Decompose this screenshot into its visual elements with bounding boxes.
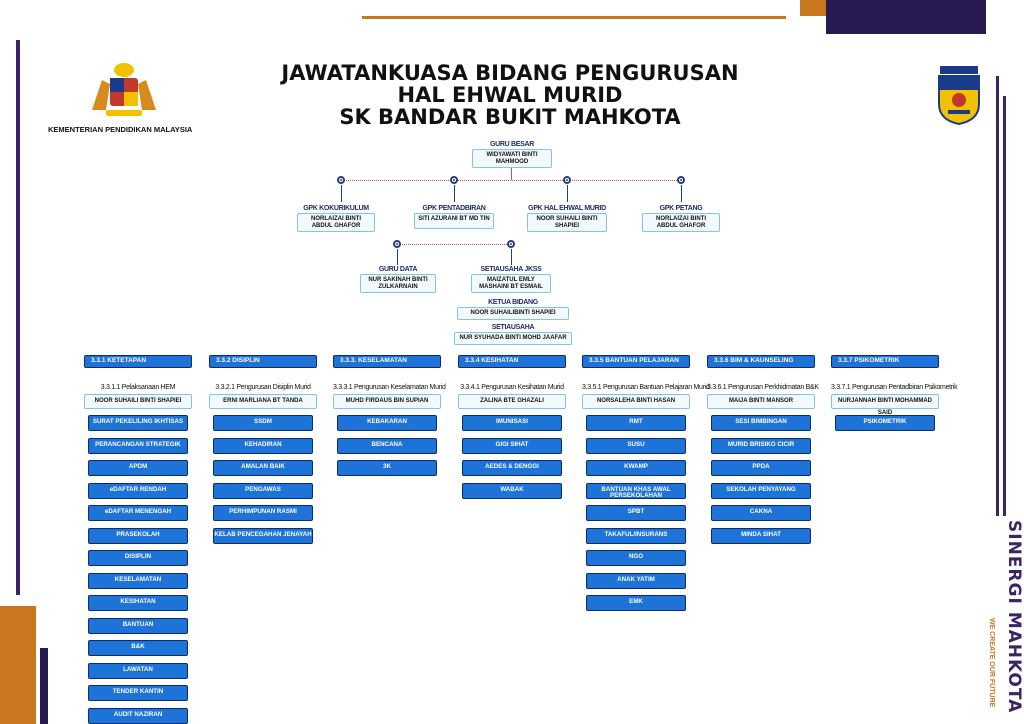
committee-column: [831, 355, 958, 438]
column-item: SESI BIMBINGAN: [711, 415, 811, 431]
person-name: WIDYAWATI BINTI MAHMOOD: [472, 149, 552, 168]
column-item: APDM: [88, 460, 188, 476]
column-item: eDAFTAR MENENGAH: [88, 505, 188, 521]
column-item: MINDA SIHAT: [711, 528, 811, 544]
column-item-list: [84, 415, 192, 724]
committee-column: [458, 355, 566, 505]
column-item: AEDES & DENGGI: [462, 460, 562, 476]
column-item: PERANCANGAN STRATEGIK: [88, 438, 188, 454]
column-item-list: [707, 415, 815, 544]
column-item: EMK: [586, 595, 686, 611]
column-header: 3.3.5 BANTUAN PELAJARAN: [582, 355, 690, 368]
role-label: GPK PENTADBIRAN: [414, 204, 494, 213]
column-item: SPBT: [586, 505, 686, 521]
column-item: TAKAFUL/INSURANS: [586, 528, 686, 544]
role-label: GPK PETANG: [642, 204, 720, 213]
right-accent-line: [996, 76, 999, 516]
person-name: NORLAIZAI BINTI ABDUL GHAFOR: [642, 213, 720, 232]
role-label: GPK KOKURIKULUM: [297, 204, 375, 213]
column-item: eDAFTAR RENDAH: [88, 483, 188, 499]
column-item: PENGAWAS: [213, 483, 313, 499]
column-subtitle: 3.3.2.1 Pengurusan Disiplin Murid: [215, 384, 311, 391]
column-item: BANTUAN: [88, 618, 188, 634]
connector-dot: [393, 240, 401, 248]
role-label: KETUA BIDANG: [457, 298, 569, 307]
title-line-1: JAWATANKUASA BIDANG PENGURUSAN: [281, 61, 739, 85]
role-label: GURU DATA: [360, 265, 436, 274]
column-item: PSIKOMETRIK: [835, 415, 935, 431]
committee-column: [707, 355, 819, 550]
column-subtitle: 3.3.1.1 Pelaksanaan HEM: [100, 384, 176, 391]
column-lead-name: ZALINA BTE GHAZALI: [458, 394, 566, 409]
column-item: ANAK YATIM: [586, 573, 686, 589]
role-label: SETIAUSAHA: [454, 323, 572, 332]
column-item: GIGI SIHAT: [462, 438, 562, 454]
person-name: NORLAIZAI BINTI ABDUL GHAFOR: [297, 213, 375, 232]
setiausaha-jkss-box: [471, 265, 551, 293]
column-lead-name: NURJANNAH BINTI MOHAMMAD SAID: [831, 394, 939, 409]
slogan-sub: WE CREATE OUR FUTURE: [988, 618, 995, 708]
top-purple-block: [826, 0, 986, 34]
column-item: NGO: [586, 550, 686, 566]
left-accent-line: [16, 40, 20, 595]
connector-line: [397, 249, 398, 265]
column-item: BANTUAN KHAS AWAL PERSEKOLAHAN: [586, 483, 686, 499]
column-item: KWAMP: [586, 460, 686, 476]
title-line-2: HAL EHWAL MURID: [397, 83, 623, 107]
column-item: TENDER KANTIN: [88, 685, 188, 701]
column-item: KESIHATAN: [88, 595, 188, 611]
column-item: PRASEKOLAH: [88, 528, 188, 544]
column-item: RMT: [586, 415, 686, 431]
title-line-3: SK BANDAR BUKIT MAHKOTA: [339, 105, 681, 129]
column-item: KESELAMATAN: [88, 573, 188, 589]
person-name: NUR SAKINAH BINTI ZULKARNAIN: [360, 274, 436, 293]
guru-besar-box: [472, 140, 552, 168]
committee-column: [84, 355, 192, 724]
person-name: NOOR SUHAILIBINTI SHAPIEI: [457, 307, 569, 320]
column-subtitle: 3.3.4.1 Pengurusan Kesihatan Murid: [460, 384, 564, 391]
connector-second-line: [397, 244, 511, 245]
role-label: GURU BESAR: [472, 140, 552, 149]
connector-dot: [337, 176, 345, 184]
gpk-hal-ehwal-murid-box: [527, 204, 607, 232]
school-logo: [936, 64, 982, 126]
bottom-orange-block: [0, 606, 36, 724]
connector-line: [454, 185, 455, 202]
column-header: 3.3.1 KETETAPAN: [84, 355, 192, 368]
role-label: SETIAUSAHA JKSS: [471, 265, 551, 274]
column-item: KEBAKARAN: [337, 415, 437, 431]
column-item-list: [209, 415, 317, 544]
column-lead-name: MUHD FIRDAUS BIN SUPIAN: [333, 394, 441, 409]
gpk-petang-box: [642, 204, 720, 232]
person-name: SITI AZURANI BT MD TIN: [414, 213, 494, 229]
column-item: WABAK: [462, 483, 562, 499]
person-name: NOOR SUHAILI BINTI SHAPIEI: [527, 213, 607, 232]
top-accent-line: [362, 16, 786, 19]
column-item: PERHIMPUNAN RASMI: [213, 505, 313, 521]
column-item-list: [458, 415, 566, 499]
column-item: AUDIT NAZIRAN: [88, 708, 188, 724]
right-accent-line-2: [1003, 96, 1006, 516]
slogan-main: SINERGI MAHKOTA: [1004, 520, 1024, 714]
malaysia-crest-logo: [84, 62, 164, 122]
column-item: AMALAN BAIK: [213, 460, 313, 476]
column-header: 3.3.3. KESELAMATAN: [333, 355, 441, 368]
column-item: B&K: [88, 640, 188, 656]
column-item: SUSU: [586, 438, 686, 454]
connector-dot: [677, 176, 685, 184]
column-item-list: [333, 415, 441, 476]
column-header: 3.3.2 DISIPLIN: [209, 355, 317, 368]
column-item: MURID BRISIKO CICIR: [711, 438, 811, 454]
column-header: 3.3.7 PSIKOMETRIK: [831, 355, 939, 368]
column-lead-name: ERNI MARLIANA BT TANDA: [209, 394, 317, 409]
bottom-purple-block: [40, 648, 48, 724]
column-lead-name: MAIJA BINTI MANSOR: [707, 394, 815, 409]
connector-line: [511, 249, 512, 265]
column-lead-name: NOOR SUHAILI BINTI SHAPIEI: [84, 394, 192, 409]
column-item: BENCANA: [337, 438, 437, 454]
person-name: MAIZATUL EMLY MASHAINI BT ESMAIL: [471, 274, 551, 293]
connector-line: [681, 185, 682, 202]
column-item: SURAT PEKELILING IKHTISAS: [88, 415, 188, 431]
column-subtitle: 3.3.3.1 Pengurusan Keselamatan Murid: [333, 384, 446, 391]
column-item: KEHADIRAN: [213, 438, 313, 454]
connector-line: [341, 185, 342, 202]
column-item-list: [831, 415, 939, 431]
column-item: DISIPLIN: [88, 550, 188, 566]
committee-column: [209, 355, 317, 550]
column-item: IMUNISASI: [462, 415, 562, 431]
committee-column: [333, 355, 446, 483]
person-name: NUR SYUHADA BINTI MOHD JAAFAR: [454, 332, 572, 345]
column-item: KELAB PENCEGAHAN JENAYAH: [213, 528, 313, 544]
page-title: [200, 62, 820, 128]
connector-gpk-line: [341, 180, 681, 181]
gpk-pentadbiran-box: [414, 204, 494, 229]
slogan: [988, 520, 1024, 714]
guru-data-box: [360, 265, 436, 293]
column-header: 3.3.6 BIM & KAUNSELING: [707, 355, 815, 368]
ministry-name: KEMENTERIAN PENDIDIKAN MALAYSIA: [48, 125, 193, 134]
column-item: LAWATAN: [88, 663, 188, 679]
column-subtitle: 3.3.5.1 Pengurusan Bantuan Pelajaran Murid: [582, 384, 710, 391]
role-label: GPK HAL EHWAL MURID: [528, 205, 606, 212]
column-subtitle: 3.3.6.1 Pengurusan Perkhidmatan B&K: [707, 384, 819, 391]
column-item: PPDA: [711, 460, 811, 476]
committee-column: [582, 355, 710, 618]
ketua-bidang-box: [457, 298, 569, 320]
connector-line: [567, 185, 568, 202]
connector-dot: [450, 176, 458, 184]
connector-dot: [507, 240, 515, 248]
setiausaha-box: [454, 323, 572, 345]
connector-dot: [563, 176, 571, 184]
column-header: 3.3.4 KESIHATAN: [458, 355, 566, 368]
column-lead-name: NORSALEHA BINTI HASAN: [582, 394, 690, 409]
column-item: SEKOLAH PENYAYANG: [711, 483, 811, 499]
gpk-kokurikulum-box: [297, 204, 375, 232]
column-item: SSDM: [213, 415, 313, 431]
column-subtitle: 3.3.7.1 Pengurusan Pentadbiran Psikometrik: [831, 384, 958, 391]
connector-head-drop: [511, 168, 512, 180]
column-item: CAKNA: [711, 505, 811, 521]
column-item-list: [582, 415, 690, 611]
column-item: 3K: [337, 460, 437, 476]
